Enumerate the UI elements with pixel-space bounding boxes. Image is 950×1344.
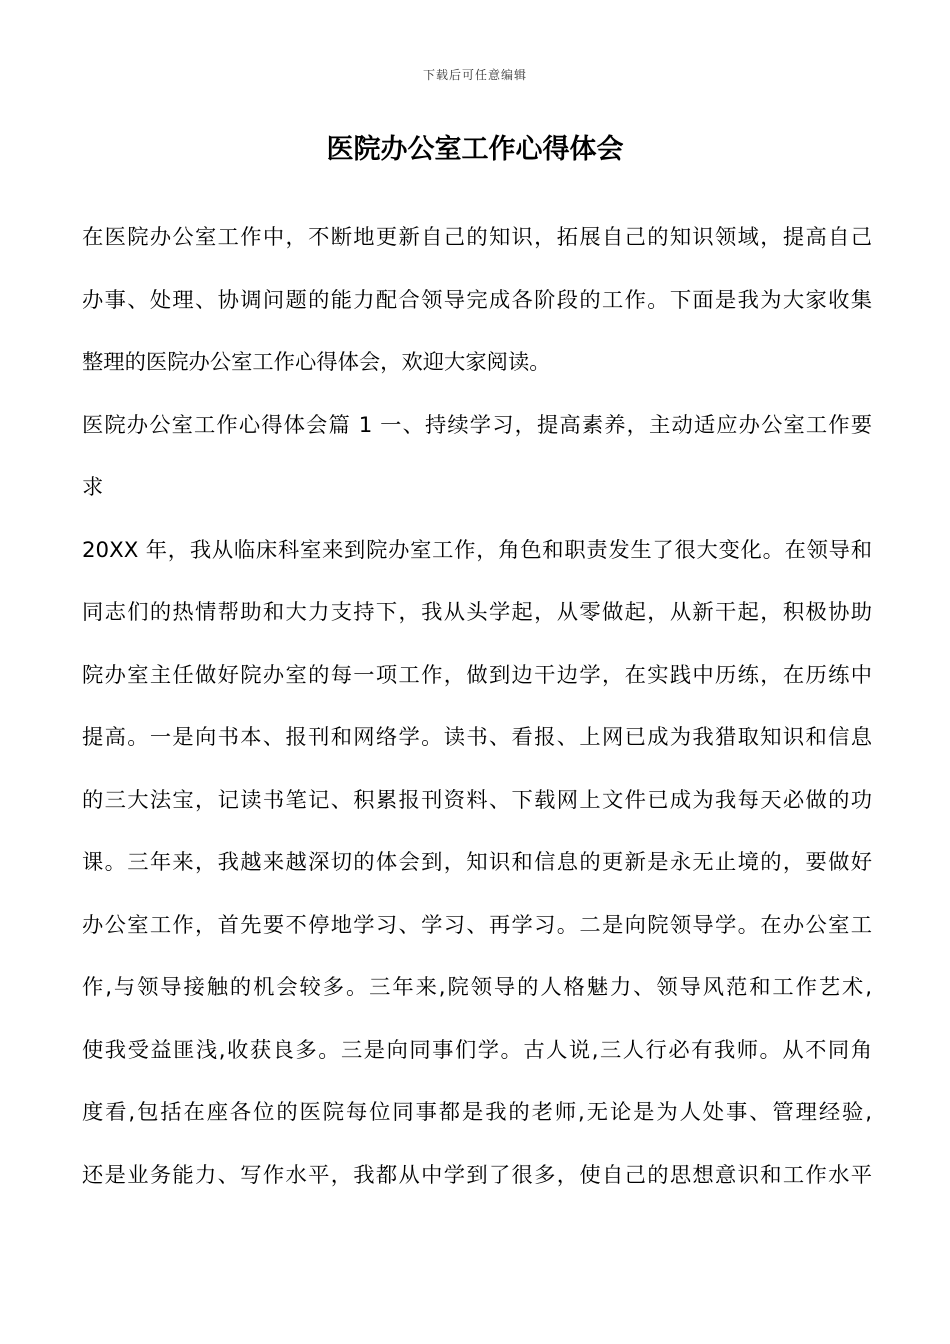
document-body	[82, 216, 872, 1216]
paragraph-line: 办事、处理、协调问题的能力配合领导完成各阶段的工作。下面是我为大家收集	[82, 287, 872, 313]
paragraph-line: 还是业务能力、写作水平，我都从中学到了很多，使自己的思想意识和工作水平	[82, 1162, 872, 1188]
paragraph-line: 的三大法宝，记读书笔记、积累报刊资料、下载网上文件已成为我每天必做的功	[82, 787, 872, 813]
header-note: 下载后可任意编辑	[422, 68, 527, 82]
paragraph-line: 提高。一是向书本、报刊和网络学。读书、看报、上网已成为我猎取知识和信息	[82, 725, 872, 750]
paragraph-line: 求	[82, 475, 104, 500]
paragraph-line: 作,与领导接触的机会较多。三年来,院领导的人格魅力、领导风范和工作艺术,	[82, 975, 872, 1000]
paragraph-line: 整理的医院办公室工作心得体会，欢迎大家阅读。	[82, 350, 551, 375]
paragraph-line: 使我受益匪浅,收获良多。三是向同事们学。古人说,三人行必有我师。从不同角	[82, 1037, 872, 1063]
paragraph-line: 办公室工作，首先要不停地学习、学习、再学习。二是向院领导学。在办公室工	[82, 912, 872, 938]
page-title: 医院办公室工作心得体会	[326, 134, 624, 165]
paragraph-line: 20XX 年，我从临床科室来到院办室工作，角色和职责发生了很大变化。在领导和	[82, 537, 872, 563]
paragraph-line: 医院办公室工作心得体会篇 1 一、持续学习，提高素养，主动适应办公室工作要	[82, 412, 872, 438]
paragraph-line: 院办室主任做好院办室的每一项工作，做到边干边学，在实践中历练，在历练中	[82, 662, 872, 688]
paragraph-line: 同志们的热情帮助和大力支持下，我从头学起，从零做起，从新干起，积极协助	[82, 600, 872, 625]
paragraph-line: 度看,包括在座各位的医院每位同事都是我的老师,无论是为人处事、管理经验,	[82, 1100, 872, 1125]
paragraph-line: 课。三年来，我越来越深切的体会到，知识和信息的更新是永无止境的，要做好	[82, 850, 872, 875]
paragraph-line: 在医院办公室工作中，不断地更新自己的知识，拓展自己的知识领域，提高自己	[82, 225, 872, 250]
